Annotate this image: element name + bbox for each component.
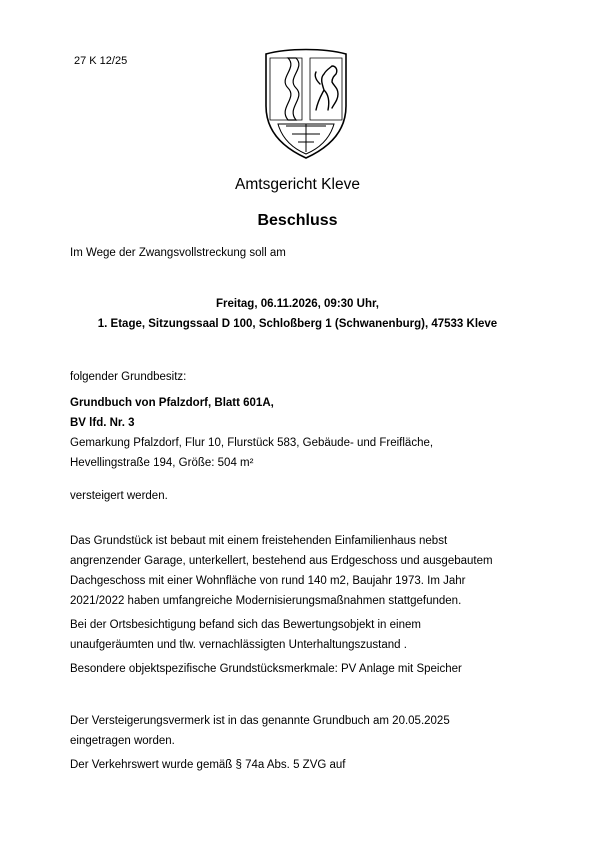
description-line: Dachgeschoss mit einer Wohnfläche von rund 140 m2, Baujahr 1973. Im Jahr [70, 575, 466, 587]
case-number: 27 K 12/25 [74, 55, 128, 67]
termin-date: Freitag, 06.11.2026, 09:30 Uhr, [215, 298, 380, 310]
nrw-coat-of-arms-icon [258, 44, 354, 162]
vermerk-line: eingetragen worden. [70, 735, 175, 747]
address-line: Hevellingstraße 194, Größe: 504 m² [70, 457, 254, 469]
verkehrswert-text: Der Verkehrswert wurde gemäß § 74a Abs. 5 ZVG auf [70, 759, 346, 771]
inspection-line: unaufgeräumten und tlw. vernachlässigten Unterhaltungszustand . [70, 639, 407, 651]
special-features: Besondere objektspezifische Grundstücksmerkmale: PV Anlage mit Speicher [70, 663, 462, 675]
termin-place: 1. Etage, Sitzungssaal D 100, Schloßberg 1 (Schwanenburg), 47533 Kleve [97, 318, 498, 330]
versteigert-text: versteigert werden. [70, 490, 168, 502]
grundbesitz-label: folgender Grundbesitz: [70, 371, 187, 383]
vermerk-line: Der Versteigerungsvermerk ist in das genannte Grundbuch am 20.05.2025 [70, 715, 450, 727]
document-title: Beschluss [257, 212, 338, 229]
grundbuch-line: Grundbuch von Pfalzdorf, Blatt 601A, [70, 397, 274, 409]
description-line: 2021/2022 haben umfangreiche Modernisierungsmaßnahmen stattgefunden. [70, 595, 462, 607]
gemarkung-line: Gemarkung Pfalzdorf, Flur 10, Flurstück 583, Gebäude- und Freifläche, [70, 437, 434, 449]
description-line: angrenzender Garage, unterkellert, bestehend aus Erdgeschoss und ausgebautem [70, 555, 493, 567]
court-name: Amtsgericht Kleve [235, 176, 360, 193]
intro-text: Im Wege der Zwangsvollstreckung soll am [70, 247, 286, 259]
description-line: Das Grundstück ist bebaut mit einem freistehenden Einfamilienhaus nebst [70, 535, 448, 547]
inspection-line: Bei der Ortsbesichtigung befand sich das Bewertungsobjekt in einem [70, 619, 421, 631]
bv-line: BV lfd. Nr. 3 [70, 417, 135, 429]
